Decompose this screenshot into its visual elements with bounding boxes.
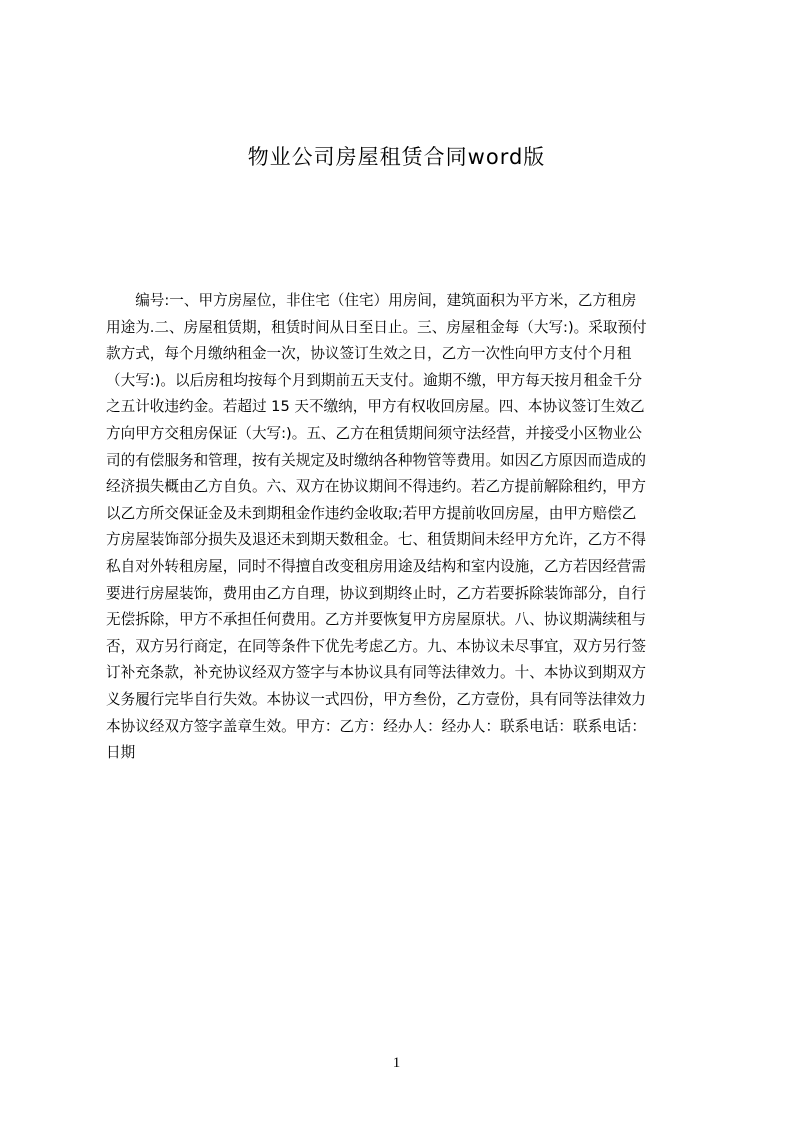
body-line: 否，双方另行商定，在同等条件下优先考虑乙方。九、本协议未尽事宜，双方另行签 bbox=[106, 637, 646, 655]
document-title: 物业公司房屋租赁合同word版 bbox=[247, 145, 546, 169]
body-line: 之五计收违约金。若超过 15 天不缴纳，甲方有权收回房屋。四、本协议签订生效乙 bbox=[106, 398, 645, 416]
body-line: （大写:)。以后房租均按每个月到期前五天支付。逾期不缴，甲方每天按月租金千分 bbox=[106, 371, 642, 389]
body-line: 无偿拆除，甲方不承担任何费用。乙方并要恢复甲方房屋原状。八、协议期满续租与 bbox=[106, 611, 646, 629]
body-line: 以乙方所交保证金及未到期租金作违约金收取;若甲方提前收回房屋，由甲方赔偿乙 bbox=[106, 504, 637, 522]
body-line: 方房屋装饰部分损失及退还未到期天数租金。七、租赁期间未经甲方允许，乙方不得 bbox=[106, 531, 646, 549]
body-line: 编号:一、甲方房屋位，非住宅（住宅）用房间，建筑面积为平方米，乙方租房 bbox=[106, 292, 637, 309]
body-line: 用途为.二、房屋租赁期，租赁时间从日至日止。三、房屋租金每（大写:)。采取预付 bbox=[106, 318, 647, 336]
body-line: 经济损失概由乙方自负。六、双方在协议期间不得违约。若乙方提前解除租约，甲方 bbox=[106, 478, 646, 496]
body-line: 私自对外转租房屋，同时不得擅自改变租房用途及结构和室内设施，乙方若因经营需 bbox=[106, 557, 646, 575]
body-line: 方向甲方交租房保证（大写:)。五、乙方在租赁期间须守法经营，并接受小区物业公 bbox=[106, 424, 642, 442]
body-line: 订补充条款，补充协议经双方签字与本协议具有同等法律效力。十、本协议到期双方 bbox=[106, 664, 646, 682]
page-number: 1 bbox=[392, 1055, 401, 1071]
contract-body bbox=[106, 288, 701, 808]
body-line: 要进行房屋装饰，费用由乙方自理，协议到期终止时，乙方若要拆除装饰部分，自行 bbox=[106, 584, 646, 602]
body-line: 款方式，每个月缴纳租金一次，协议签订生效之日，乙方一次性向甲方支付个月租 bbox=[106, 345, 632, 363]
body-line: 日期 bbox=[106, 744, 136, 762]
body-line: 义务履行完毕自行失效。本协议一式四份，甲方叁份，乙方壹份，具有同等法律效力 bbox=[106, 690, 646, 708]
body-line: 司的有偿服务和管理，按有关规定及时缴纳各种物管等费用。如因乙方原因而造成的 bbox=[106, 451, 646, 469]
body-line: 本协议经双方签字盖章生效。甲方：乙方：经办人：经办人：联系电话：联系电话： bbox=[106, 717, 646, 735]
